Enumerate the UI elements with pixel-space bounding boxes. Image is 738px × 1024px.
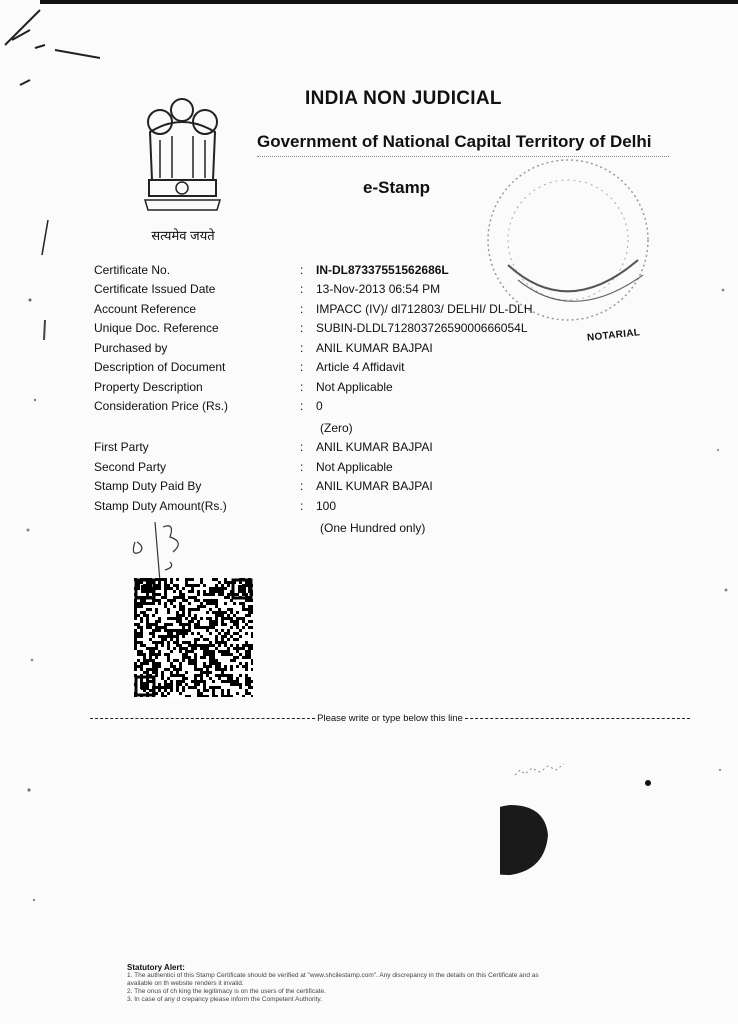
statutory-alert-line: available on th website renders it invalid.: [127, 980, 244, 987]
handwritten-signature: [115, 512, 205, 587]
divider-dash-right: [465, 718, 690, 719]
label-first-party: First Party: [94, 440, 149, 454]
value-property-description: Not Applicable: [316, 380, 393, 394]
government-name: Government of National Capital Territory of Delhi: [257, 132, 652, 151]
value-purchased-by: ANIL KUMAR BAJPAI: [316, 341, 433, 355]
value-account-reference: IMPACC (IV)/ dl712803/ DELHI/ DL-DLH: [316, 302, 533, 316]
emblem-motto: सत्यमेव जयते: [151, 228, 215, 243]
statutory-alert-title: Statutory Alert:: [127, 963, 185, 972]
statutory-alert-line: 3. In case of any d crepancy please inform the Competent Authority.: [127, 996, 322, 1003]
value-issued-date: 13-Nov-2013 06:54 PM: [316, 282, 441, 296]
label-purchased-by: Purchased by: [94, 341, 168, 355]
value-first-party: ANIL KUMAR BAJPAI: [316, 440, 433, 454]
colon: :: [300, 360, 304, 374]
document-title: INDIA NON JUDICIAL: [305, 88, 502, 109]
colon: :: [300, 460, 304, 474]
colon: :: [300, 380, 304, 394]
value-stamp-duty-amount-words: (One Hundred only): [320, 521, 426, 535]
label-unique-doc-reference: Unique Doc. Reference: [94, 321, 219, 335]
statutory-alert-line: 2. The onus of ch king the legitimacy is on the users of the certificate.: [127, 988, 326, 995]
colon: :: [300, 440, 304, 454]
qr-code: [134, 578, 253, 697]
top-edge-line: [40, 0, 738, 4]
value-stamp-duty-amount: 100: [316, 499, 337, 513]
label-second-party: Second Party: [94, 460, 167, 474]
colon: :: [300, 499, 304, 513]
colon: :: [300, 321, 304, 335]
value-consideration-price-words: (Zero): [320, 421, 353, 435]
label-description-of-document: Description of Document: [94, 360, 226, 374]
ink-stamp-smudge: [500, 750, 660, 890]
colon: :: [300, 399, 304, 413]
label-consideration-price: Consideration Price (Rs.): [94, 399, 229, 413]
value-stamp-duty-paid-by: ANIL KUMAR BAJPAI: [316, 479, 433, 493]
label-stamp-duty-amount: Stamp Duty Amount(Rs.): [94, 499, 227, 513]
label-stamp-duty-paid-by: Stamp Duty Paid By: [94, 479, 202, 493]
colon: :: [300, 282, 304, 296]
label-property-description: Property Description: [94, 380, 203, 394]
value-description-of-document: Article 4 Affidavit: [316, 360, 405, 374]
divider-text: Please write or type below this line: [317, 712, 463, 724]
colon: :: [300, 479, 304, 493]
estamp-heading: e-Stamp: [363, 178, 431, 197]
right-margin-specks: [708, 250, 738, 950]
colon: :: [300, 263, 304, 277]
label-issued-date: Certificate Issued Date: [94, 282, 216, 296]
left-margin-specks: [20, 200, 60, 980]
colon: :: [300, 341, 304, 355]
statutory-alert-line: 1. The authentici of this Stamp Certificate should be verified at "www.shcilestamp.com". Any discrepancy in the details on this Certificate and as: [127, 972, 539, 979]
corner-scribble: [0, 0, 110, 90]
statutory-alert: [127, 963, 647, 1004]
label-certificate-no: Certificate No.: [94, 263, 171, 277]
label-account-reference: Account Reference: [94, 302, 197, 316]
colon: :: [300, 302, 304, 316]
value-second-party: Not Applicable: [316, 460, 393, 474]
write-below-divider: [90, 711, 690, 725]
divider-dash-left: [90, 718, 315, 719]
notarial-label: NOTARIAL: [586, 327, 641, 344]
value-consideration-price: 0: [316, 399, 323, 413]
value-certificate-no: IN-DL87337551562686L: [316, 263, 449, 277]
national-emblem: [135, 92, 230, 222]
value-unique-doc-reference: SUBIN-DLDL71280372659000666054L: [316, 321, 528, 335]
